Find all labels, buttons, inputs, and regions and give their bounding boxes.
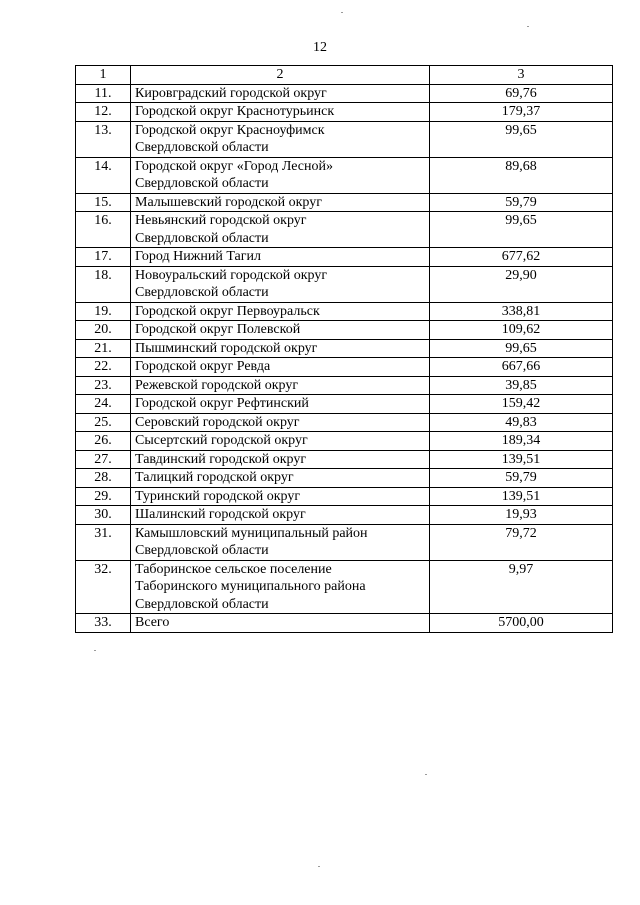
column-header-number: 1 <box>76 66 131 85</box>
table-row <box>76 376 613 395</box>
row-municipality-name: Городской округ Первоуральск <box>131 302 430 321</box>
row-municipality-name: Город Нижний Тагил <box>131 248 430 267</box>
table-row <box>76 103 613 122</box>
table-row <box>76 121 613 157</box>
row-amount: 677,62 <box>430 248 613 267</box>
table-header <box>76 66 613 85</box>
row-municipality-name: Тавдинский городской округ <box>131 450 430 469</box>
table-row <box>76 248 613 267</box>
table-row <box>76 524 613 560</box>
row-municipality-name: Кировградский городской округ <box>131 84 430 103</box>
row-number: 27. <box>76 450 131 469</box>
row-number: 32. <box>76 560 131 614</box>
row-number: 13. <box>76 121 131 157</box>
table-row <box>76 339 613 358</box>
table-row <box>76 450 613 469</box>
table-row <box>76 506 613 525</box>
table-row <box>76 193 613 212</box>
row-municipality-name: Сысертский городской округ <box>131 432 430 451</box>
row-municipality-name: Камышловский муниципальный район Свердловской области <box>131 524 430 560</box>
row-amount: 49,83 <box>430 413 613 432</box>
row-number: 33. <box>76 614 131 633</box>
row-amount: 19,93 <box>430 506 613 525</box>
row-number: 28. <box>76 469 131 488</box>
row-municipality-name: Серовский городской округ <box>131 413 430 432</box>
table-row <box>76 266 613 302</box>
table-row <box>76 413 613 432</box>
page-number: 12 <box>313 40 327 55</box>
row-municipality-name: Невьянский городской округ Свердловской области <box>131 212 430 248</box>
row-number: 11. <box>76 84 131 103</box>
allocation-table <box>75 65 613 633</box>
table-row <box>76 157 613 193</box>
row-municipality-name: Шалинский городской округ <box>131 506 430 525</box>
table-row <box>76 358 613 377</box>
table-row <box>76 614 613 633</box>
row-municipality-name: Пышминский городской округ <box>131 339 430 358</box>
row-number: 20. <box>76 321 131 340</box>
row-municipality-name: Городской округ Ревда <box>131 358 430 377</box>
scan-speck <box>318 866 320 867</box>
row-number: 16. <box>76 212 131 248</box>
row-number: 29. <box>76 487 131 506</box>
row-amount: 59,79 <box>430 469 613 488</box>
column-header-name: 2 <box>131 66 430 85</box>
row-municipality-name: Городской округ Рефтинский <box>131 395 430 414</box>
row-number: 31. <box>76 524 131 560</box>
row-number: 18. <box>76 266 131 302</box>
header-row <box>76 66 613 85</box>
row-amount: 69,76 <box>430 84 613 103</box>
row-municipality-name: Новоуральский городской округ Свердловской области <box>131 266 430 302</box>
row-amount: 29,90 <box>430 266 613 302</box>
column-header-value: 3 <box>430 66 613 85</box>
scan-speck <box>341 12 343 13</box>
scan-speck <box>425 774 427 775</box>
row-municipality-name: Талицкий городской округ <box>131 469 430 488</box>
table-row <box>76 469 613 488</box>
row-number: 12. <box>76 103 131 122</box>
table-row <box>76 432 613 451</box>
row-number: 30. <box>76 506 131 525</box>
scan-speck <box>527 26 529 27</box>
row-amount: 39,85 <box>430 376 613 395</box>
row-municipality-name: Таборинское сельское поселение Таборинского муниципального района Свердловской области <box>131 560 430 614</box>
row-number: 24. <box>76 395 131 414</box>
table-row <box>76 212 613 248</box>
row-number: 22. <box>76 358 131 377</box>
row-municipality-name: Городской округ «Город Лесной» Свердловской области <box>131 157 430 193</box>
row-amount: 109,62 <box>430 321 613 340</box>
row-municipality-name: Городской округ Красноуфимск Свердловской области <box>131 121 430 157</box>
row-amount: 139,51 <box>430 487 613 506</box>
row-number: 23. <box>76 376 131 395</box>
row-number: 15. <box>76 193 131 212</box>
row-amount: 99,65 <box>430 121 613 157</box>
row-municipality-name: Малышевский городской округ <box>131 193 430 212</box>
row-amount: 89,68 <box>430 157 613 193</box>
row-amount: 9,97 <box>430 560 613 614</box>
row-amount: 5700,00 <box>430 614 613 633</box>
row-amount: 79,72 <box>430 524 613 560</box>
row-amount: 159,42 <box>430 395 613 414</box>
row-municipality-name: Туринский городской округ <box>131 487 430 506</box>
row-amount: 59,79 <box>430 193 613 212</box>
row-number: 25. <box>76 413 131 432</box>
row-number: 26. <box>76 432 131 451</box>
row-amount: 189,34 <box>430 432 613 451</box>
row-number: 17. <box>76 248 131 267</box>
table-body <box>76 84 613 632</box>
table-row <box>76 395 613 414</box>
table-row <box>76 302 613 321</box>
row-municipality-name: Городской округ Краснотурьинск <box>131 103 430 122</box>
row-municipality-name: Режевской городской округ <box>131 376 430 395</box>
row-amount: 667,66 <box>430 358 613 377</box>
row-amount: 99,65 <box>430 339 613 358</box>
row-municipality-name: Всего <box>131 614 430 633</box>
table-row <box>76 321 613 340</box>
row-municipality-name: Городской округ Полевской <box>131 321 430 340</box>
table-row <box>76 84 613 103</box>
row-amount: 338,81 <box>430 302 613 321</box>
row-number: 19. <box>76 302 131 321</box>
table-row <box>76 560 613 614</box>
table-row <box>76 487 613 506</box>
row-number: 14. <box>76 157 131 193</box>
row-amount: 139,51 <box>430 450 613 469</box>
scan-speck <box>94 650 96 651</box>
row-number: 21. <box>76 339 131 358</box>
row-amount: 179,37 <box>430 103 613 122</box>
row-amount: 99,65 <box>430 212 613 248</box>
